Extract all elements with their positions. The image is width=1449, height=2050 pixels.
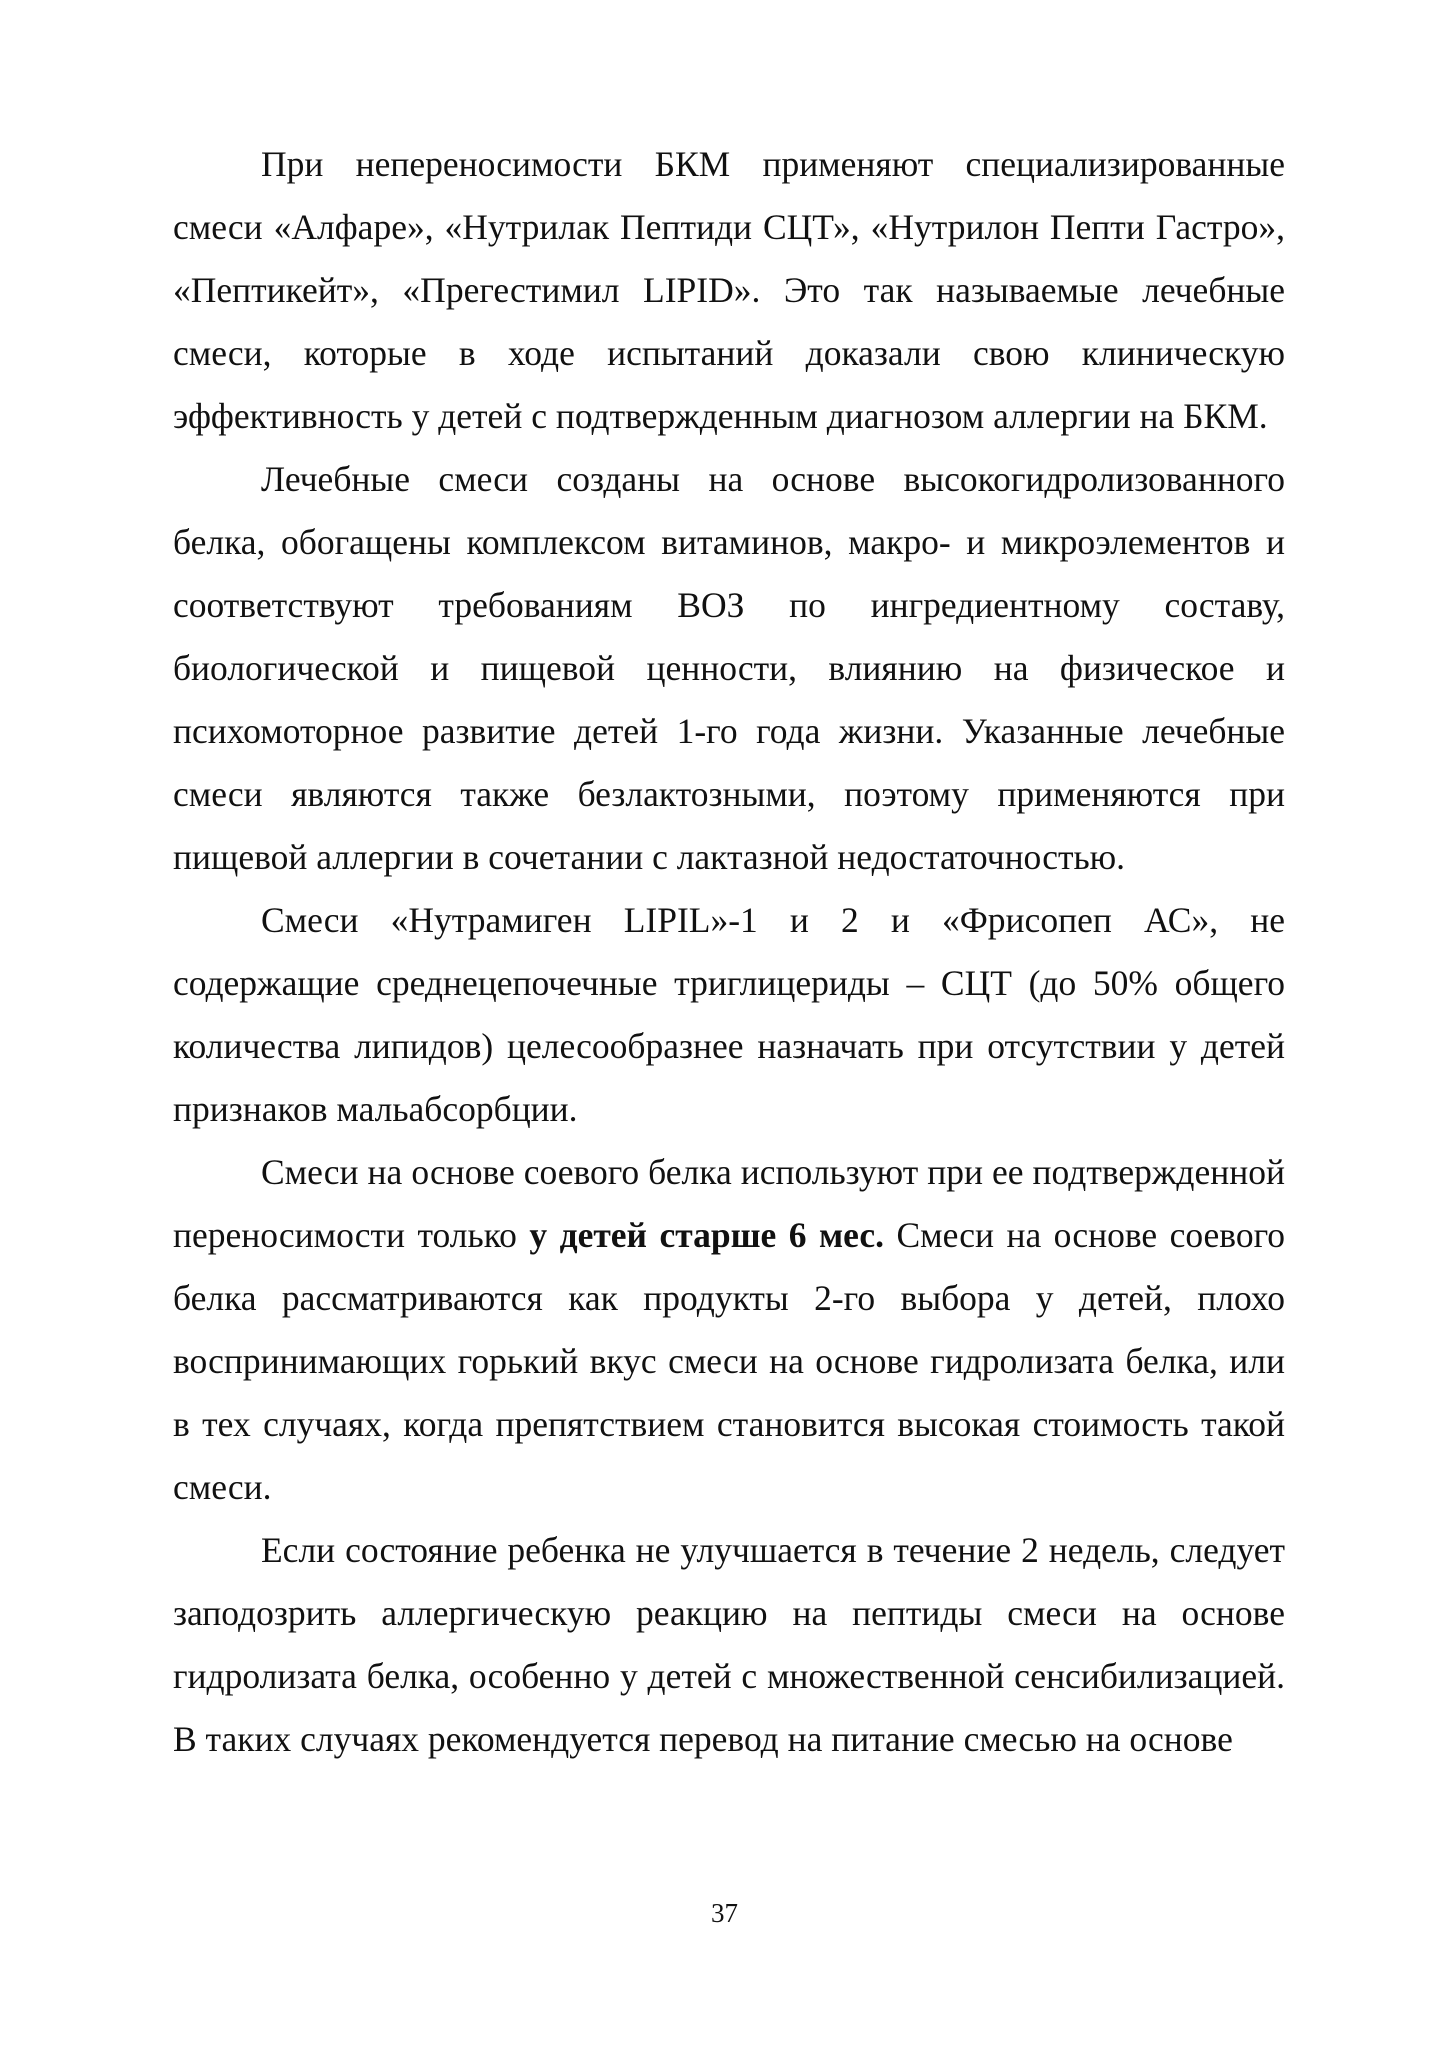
paragraph-5: Если состояние ребенка не улучшается в течение 2 недель, следует заподозрить аллергическую реакцию на пептиды смеси на основе гидролизата белка, особенно у детей с множественной сенсибилизацией. В таких случаях рекомендуется перевод на питание смесью на основе [173, 1530, 1285, 1759]
paragraph-2: Лечебные смеси созданы на основе высокогидролизованного белка, обогащены комплексом витаминов, макро- и микроэлементов и соответствуют требованиям ВОЗ по ингредиентному составу, биологической и пищевой ценности, влиянию на физическое и психомоторное развитие детей 1-го года жизни. Указанные лечебные смеси являются также безлактозными, поэтому применяются при пищевой аллергии в сочетании с лактазной недостаточностью. [173, 459, 1285, 877]
paragraph-4-rest: Смеси на основе соевого белка рассматриваются как продукты 2-го выбора у детей, плохо воспринимающих горький вкус смеси на основе гидролизата белка, или в тех случаях, когда препятствием становится высокая стоимость такой смеси. [173, 1215, 1285, 1507]
paragraph-4-bold: у детей старше 6 мес. [529, 1215, 884, 1255]
page-number: 37 [711, 1898, 738, 1928]
paragraph-4-lead: Смеси на основе соевого белка используют при ее подтвержденной переносимости только [173, 1152, 1285, 1255]
paragraph-4 [173, 1141, 1285, 1519]
paragraph-1: При непереносимости БКМ применяют специализированные смеси «Алфаре», «Нутрилак Пептиди СЦТ», «Нутрилон Пепти Гастро», «Пептикейт», «Прегестимил LIPID». Это так называемые лечебные смеси, которые в ходе испытаний доказали свою клиническую эффективность у детей с подтвержденным диагнозом аллергии на БКМ. [173, 144, 1285, 436]
paragraph-3: Смеси «Нутрамиген LIPIL»-1 и 2 и «Фрисопеп АС», не содержащие среднецепочечные триглицериды – СЦТ (до 50% общего количества липидов) целесообразнее назначать при отсутствии у детей признаков мальабсорбции. [173, 900, 1285, 1129]
body-text [173, 133, 1285, 1771]
